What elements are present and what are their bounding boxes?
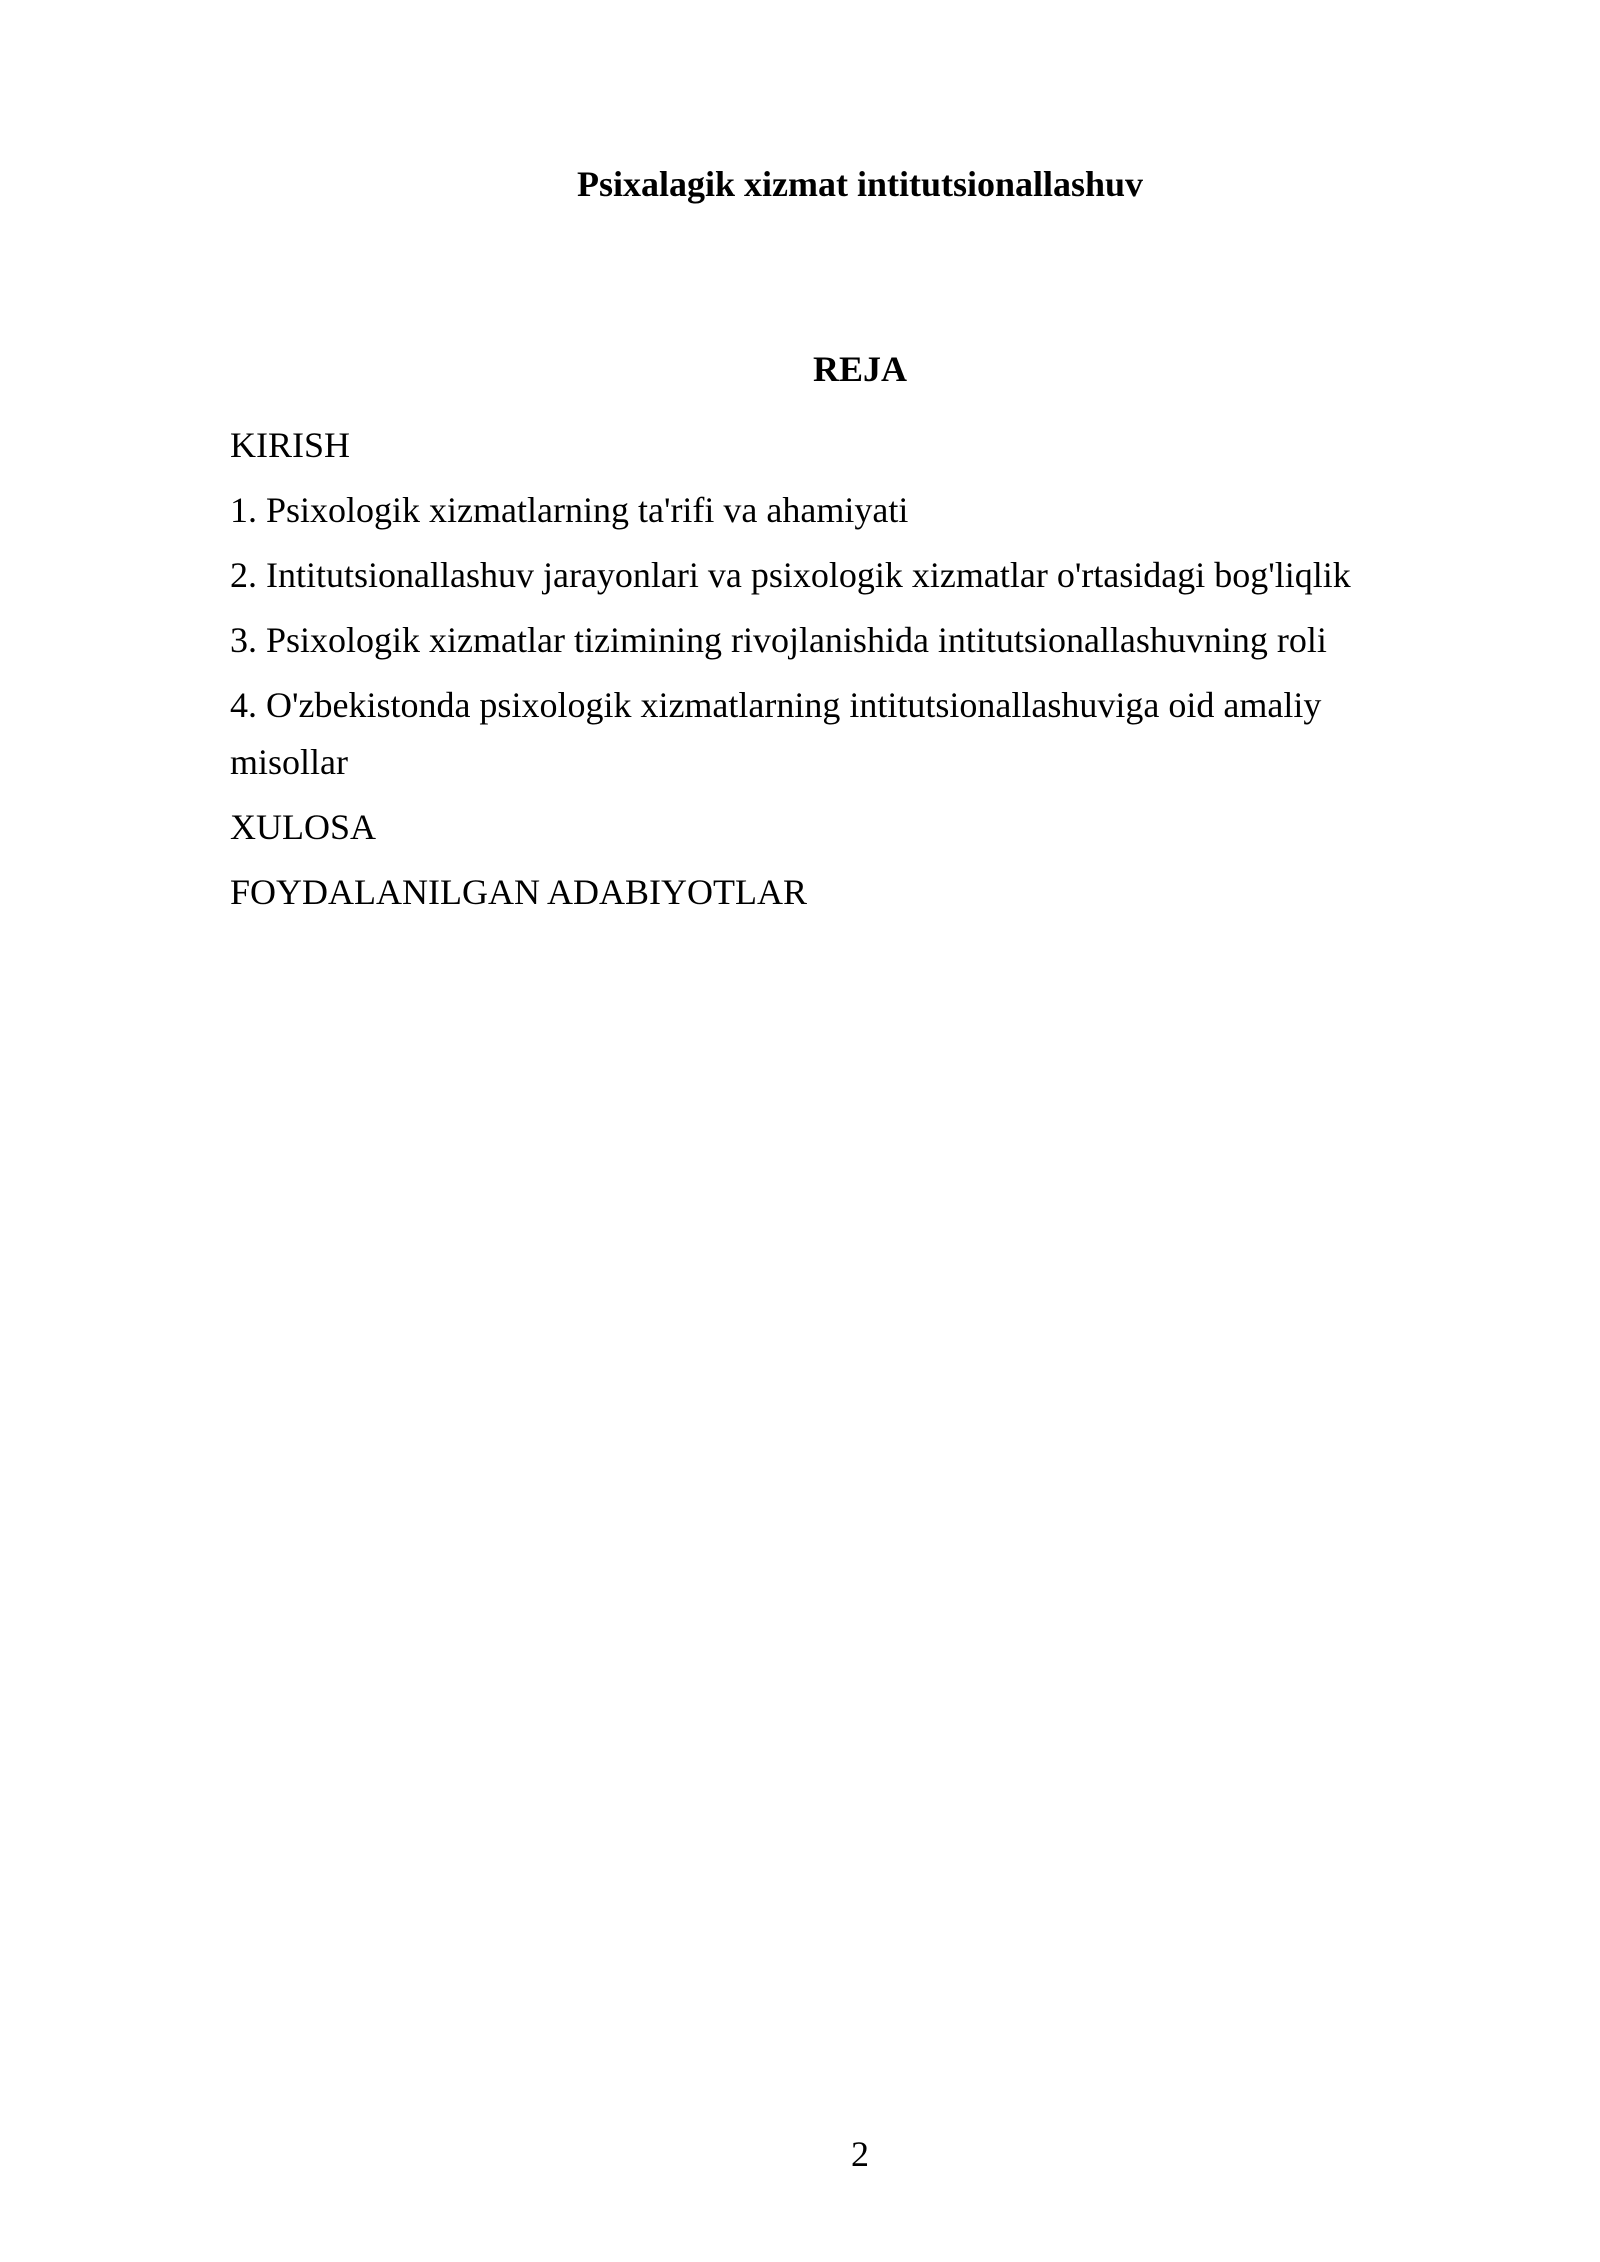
plan-heading: REJA	[812, 349, 907, 389]
plan-item-introduction: KIRISH	[230, 425, 351, 465]
plan-list	[230, 417, 1430, 929]
plan-item-3: 3. Psixologik xizmatlar tizimining rivojlanishida intitutsionallashuvning roli	[230, 620, 1327, 660]
plan-item-2: 2. Intitutsionallashuv jarayonlari va psixologik xizmatlar o'rtasidagi bog'liqlik	[230, 555, 1351, 595]
plan-item-1: 1. Psixologik xizmatlarning ta'rifi va ahamiyati	[230, 490, 909, 530]
page-number: 2	[851, 2134, 869, 2174]
plan-item-references: FOYDALANILGAN ADABIYOTLAR	[230, 872, 807, 912]
plan-item-conclusion: XULOSA	[230, 807, 377, 847]
document-title: Psixalagik xizmat intitutsionallashuv	[576, 164, 1144, 204]
plan-item-4: 4. O'zbekistonda psixologik xizmatlarning intitutsionallashuviga oid amaliy misollar	[230, 685, 1322, 782]
